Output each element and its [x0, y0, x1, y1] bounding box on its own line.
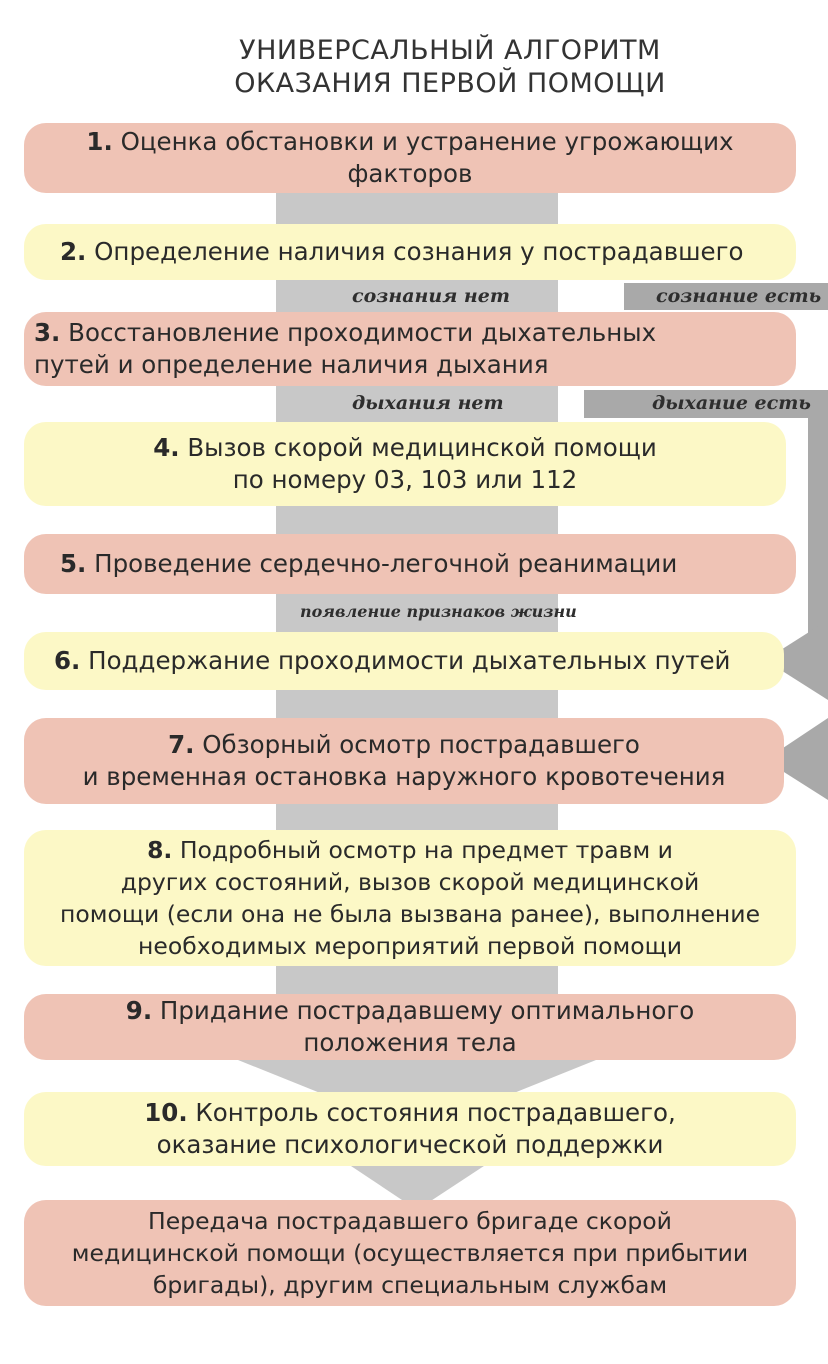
- label-no-consciousness: сознания нет: [352, 285, 510, 307]
- step-number: 5.: [60, 549, 87, 578]
- step-text: Определение наличия сознания у пострадавшего: [86, 237, 744, 266]
- step-text: Подробный осмотр на предмет травм и других состояний, вызов скорой медицинской помощи (если она не была вызвана ранее), выполнение необходимых мероприятий первой помощи: [59, 836, 761, 960]
- step-number: 6.: [54, 646, 81, 675]
- step-text: Вызов скорой медицинской помощи по номеру 03, 103 или 112: [187, 433, 657, 494]
- label-breathing-present: дыхание есть: [652, 392, 811, 414]
- step-text: Оценка обстановки и устранение угрожающих факторов: [120, 127, 734, 188]
- step-3: [24, 312, 796, 386]
- step-8: [24, 830, 796, 966]
- step-number: 9.: [125, 996, 153, 1025]
- step-text: Контроль состояния пострадавшего, оказание психологической поддержки: [156, 1098, 676, 1159]
- step-1: [24, 123, 796, 193]
- step-4: [24, 422, 786, 506]
- step-text: Проведение сердечно-легочной реанимации: [86, 549, 678, 578]
- step-5: [24, 534, 796, 594]
- step-text: Обзорный осмотр пострадавшего и временная остановка наружного кровотечения: [82, 730, 726, 791]
- step-text: Восстановление проходимости дыхательных путей и определение наличия дыхания: [34, 318, 657, 379]
- step-text: Поддержание проходимости дыхательных путей: [80, 646, 731, 675]
- step-number: 10.: [144, 1098, 188, 1127]
- step-number: 2.: [60, 237, 87, 266]
- label-signs-of-life: появление признаков жизни: [300, 602, 577, 621]
- step-number: 4.: [153, 433, 180, 462]
- step-7: [24, 718, 784, 804]
- step-9: [24, 994, 796, 1060]
- step-text: Придание пострадавшему оптимального положения тела: [159, 996, 695, 1057]
- step-10: [24, 1092, 796, 1166]
- label-no-breathing: дыхания нет: [352, 392, 504, 414]
- step-text: Передача пострадавшего бригаде скорой медицинской помощи (осуществляется при прибытии бригады), другим специальным службам: [71, 1207, 749, 1299]
- breathing-bypass-line: [808, 390, 828, 660]
- step-2: [24, 224, 796, 280]
- step-number: 3.: [34, 318, 61, 347]
- step-6: [24, 632, 784, 690]
- step-number: 7.: [168, 730, 195, 759]
- step-number: 8.: [147, 836, 173, 864]
- diagram-title: УНИВЕРСАЛЬНЫЙ АЛГОРИТМ ОКАЗАНИЯ ПЕРВОЙ ПОМОЩИ: [234, 35, 666, 99]
- step-number: 1.: [86, 127, 113, 156]
- label-consciousness-present: сознание есть: [656, 285, 822, 307]
- final-step-handover: [24, 1200, 796, 1306]
